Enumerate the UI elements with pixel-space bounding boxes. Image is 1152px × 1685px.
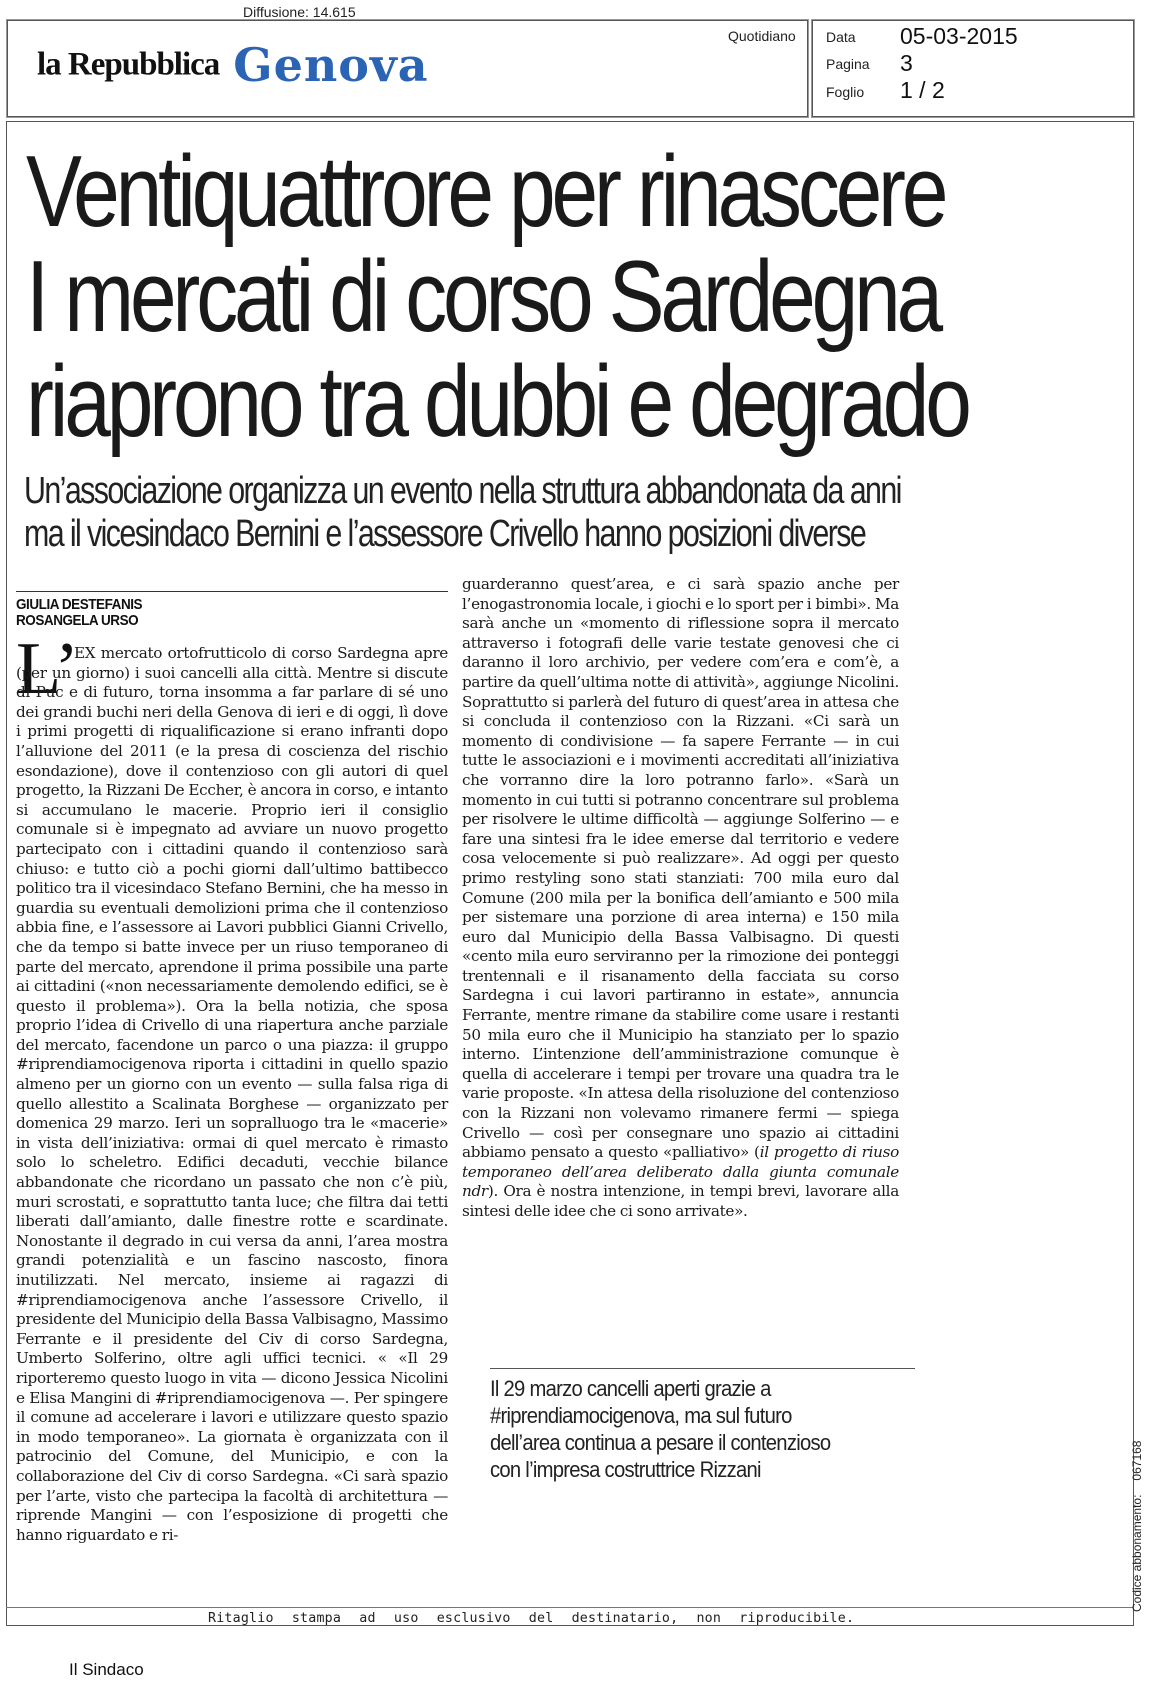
headline-line: riaprono tra dubbi e degrado [26, 346, 968, 458]
foglio-label: Foglio [826, 84, 865, 100]
column-2-text-b: ). Ora è nostra intenzione, in tempi brevi, lavorare alla sintesi delle idee che ci sono arrivate». [462, 1182, 899, 1220]
publication-type: Quotidiano [728, 28, 796, 44]
codice-label: Codice abbonamento: [1130, 1494, 1144, 1612]
pull-quote-rule [490, 1368, 915, 1369]
ritaglio-notice: Ritaglio stampa ad uso esclusivo del destinatario, non riproducibile. [208, 1611, 855, 1626]
newspaper-logo [37, 38, 429, 92]
logo-edition: Genova [233, 38, 429, 92]
column-2-text-a: guarderanno quest’area, e ci sarà spazio anche per l’enogastronomia locale, i giochi e lo sport per i bimbi». Ma sarà anche un «momento di riflessione sopra il mercato attraverso i fotografi delle varie testate genovesi che ci daranno il loro archivio, per vedere com’era e com’è, a partire da quell’ultima notte di attività», aggiunge Nicolini. Soprattutto si parlerà del futuro di quest’area in attesa che si concluda il contenzioso con la Rizzani. «Ci sarà un momento di condivisione — fa sapere Ferrante — in cui tutte le associazioni e i movimenti accreditati all’iniziativa che vorranno dire la loro potranno farlo». «Sarà un momento in cui tutti si potranno concentrare sul problema per risolvere le ultime difficoltà — aggiunge Solferino — e fare una sintesi fra le idee emerse dal territorio e vedere cosa velocemente si può realizzare». Ad oggi per questo primo restyling sono stati stanziati: 700 mila euro dal Comune (200 mila per la bonifica dell’amianto e 500 mila per sistemare una porzione di area interna) e 150 mila euro dal Municipio della Bassa Valbisagno. Di questi «cento mila euro serviranno per la rimozione dei ponteggi trentennali e il risanamento della facciata su corso Sardegna i cui lavori partiranno in estate», annuncia Ferrante, mentre rimane da stabilire come usare i restanti 50 mila euro che il Municipio ha stanziato per lo spazio interno. L’intenzione dell’amministrazione comunque è quella di accelerare i tempi per trovare una quadra tra le varie proposte. «In attesa della risoluzione del contenzioso con la Rizzani non volevamo rimanere fermi — spiega Crivello — così per consegnare uno spazio ai cittadini abbiamo pensato a questo «palliativo» ( [462, 575, 899, 1162]
column-2-text [462, 575, 899, 1222]
author-name: ROSANGELA URSO [16, 612, 139, 629]
pull-quote-line: #riprendiamocigenova, ma sul futuro [490, 1403, 792, 1428]
logo-main: la Repubblica [37, 46, 220, 83]
author-name: GIULIA DESTEFANIS [16, 596, 143, 613]
pull-quote-line: con l’impresa costruttrice Rizzani [490, 1457, 761, 1482]
headline-line: Ventiquattrore per rinascere [26, 136, 945, 248]
article-column-2 [462, 575, 899, 1222]
pull-quote-line: dell’area continua a pesare il contenzioso [490, 1430, 831, 1455]
diffusione-label: Diffusione: 14.615 [243, 4, 356, 20]
column-2-note: il progetto di riuso temporaneo dell’area deliberato dalla giunta comunale ndr [462, 1143, 899, 1201]
sindaco-label: Il Sindaco [69, 1660, 144, 1679]
drop-cap: L’ [16, 628, 80, 710]
column-1-text: EX mercato ortofrutticolo di corso Sardegna apre (per un giorno) i suoi cancelli alla città. Mentre si discute di Puc e di futuro, torna insomma a far parlare di sé uno dei grandi buchi neri della Genova di ieri e di oggi, lì dove i primi progetti di riqualificazione si erano infranti dopo l’alluvione del 2011 (e la presa di coscienza del rischio esondazione), dove il contenzioso con gli autori di quel progetto, la Rizzani De Eccher, è ancora in corso, e intanto si accumulano le macerie. Proprio ieri il consiglio comunale si è impegnato ad avviare un nuovo progetto partecipato con i cittadini quando il contenzioso sarà chiuso: e tutto ciò a pochi giorni dall’ultimo battibecco politico tra il vicesindaco Stefano Bernini, che ha messo in guardia su eventuali demolizioni prima che il contenzioso abbia fine, e l’assessore ai Lavori pubblici Gianni Crivello, che da tempo si batte invece per un riuso temporaneo di parte del mercato, aprendone il prima possibile una parte ai cittadini («non necessariamente demolendo edifici, se è questo il problema»). Ora la bella notizia, che sposa proprio l’idea di Crivello di una riapertura anche parziale del mercato, facendone un parco o una piazza: il gruppo #riprendiamocigenova riporta i cittadini in quello spazio almeno per un giorno con un evento — sulla falsa riga di quello allestito a Scalinata Borghese — organizzato per domenica 29 marzo. Ieri un sopralluogo tra le «macerie» in vista dell’iniziativa: ormai di quel mercato è rimasto solo lo scheletro. Edifici decaduti, vecchie bilance abbandonate che ricordano un passato che non c’è più, muri scrostati, e soprattutto tanta luce; che filtra dai tetti liberati dall’amianto, dalle finestre rotte e scardinate. Nonostante il degrado in cui versa da anni, l’area mostra grandi potenzialità e un fascino nascosto, finora inutilizzati. Nel mercato, insieme ai ragazzi di #riprendiamocigenova anche l’assessore Crivello, il presidente del Municipio della Bassa Valbisagno, Massimo Ferrante e il presidente del Civ di corso Sardegna, Umberto Solferino, oltre agli uffici tecnici. « «Il 29 riporteremo questo luogo in vita — dicono Jessica Nicolini e Elisa Mangini di #riprendiamocigenova —. Per spingere il comune ad accelerare i lavori e utilizzare questo spazio in modo temporaneo». La giornata è organizzata con il patrocinio del Comune, del Municipio, e con la collaborazione del Civ di corso Sardegna. «Ci sarà spazio per l’arte, visto che partecipa la facoltà di architettura — riprende Mangini — con l’esposizione di progetti che hanno riguardato e ri- [16, 644, 448, 1544]
data-value: 05-03-2015 [900, 23, 1018, 49]
pull-quote-line: Il 29 marzo cancelli aperti grazie a [490, 1376, 771, 1401]
byline-rule [16, 591, 448, 592]
pagina-label: Pagina [826, 56, 870, 72]
article-column-1 [16, 644, 448, 1545]
headline-line: I mercati di corso Sardegna [26, 241, 940, 353]
byline [16, 597, 142, 629]
article-headline [26, 136, 968, 458]
pagina-value: 3 [900, 50, 913, 76]
article-subhead [24, 470, 901, 556]
subhead-line: Un’associazione organizza un evento nella struttura abbandonata da anni [24, 470, 901, 512]
codice-value: 067168 [1130, 1440, 1144, 1481]
codice-abbonamento [1130, 1441, 1144, 1612]
pull-quote [490, 1375, 876, 1483]
subhead-line: ma il vicesindaco Bernini e l’assessore Crivello hanno posizioni diverse [24, 513, 866, 555]
data-label: Data [826, 29, 856, 45]
footer-rule [6, 1607, 1134, 1608]
foglio-value: 1 / 2 [900, 77, 945, 103]
